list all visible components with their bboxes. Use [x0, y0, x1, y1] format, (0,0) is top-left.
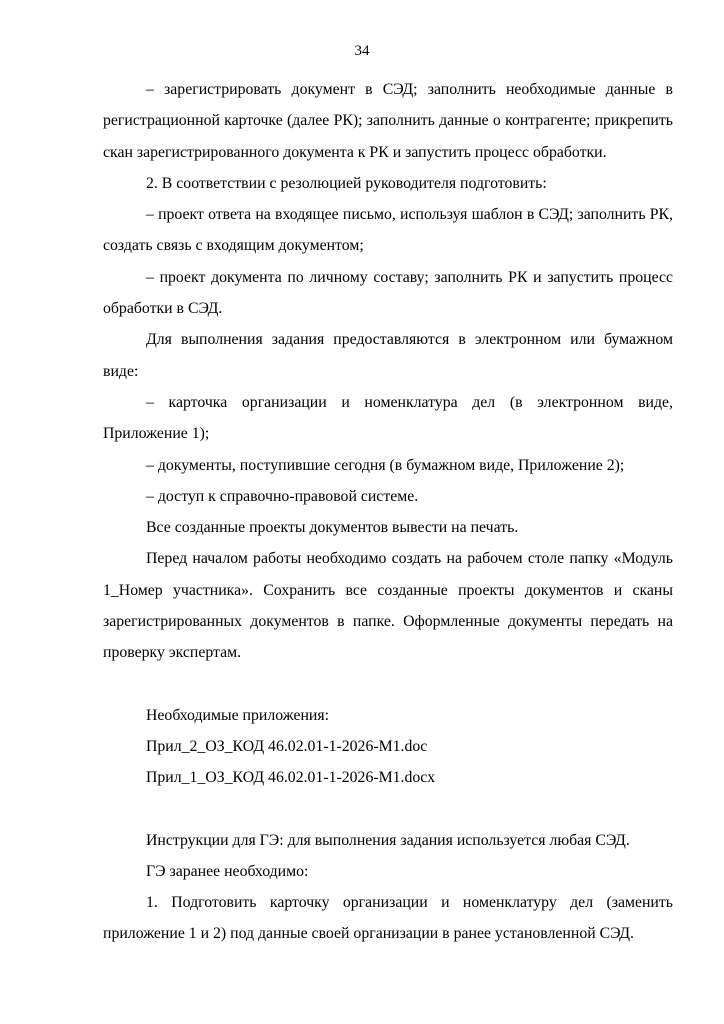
paragraph-materials-intro: Для выполнения задания предоставляются в электронном или бумажном виде: [103, 331, 673, 380]
spacer [103, 794, 673, 825]
attachment-file: Прил_2_ОЗ_КОД 46.02.01-1-2026-М1.doc [146, 737, 428, 755]
document-body [103, 74, 673, 950]
attachment-file: Прил_1_ОЗ_КОД 46.02.01-1-2026-М1.docx [146, 769, 436, 787]
instructions-line: ГЭ заранее необходимо: [146, 862, 309, 880]
page-number: 34 [354, 43, 370, 59]
paragraph-incoming-docs: – документы, поступившие сегодня (в бумажном виде, Приложение 2); [146, 456, 625, 474]
attachments-heading: Необходимые приложения: [146, 706, 330, 724]
paragraph-step-2: 2. В соответствии с резолюцией руководителя подготовить: [146, 174, 547, 192]
paragraph-legal-system: – доступ к справочно-правовой системе. [146, 487, 419, 505]
paragraph-print: Все созданные проекты документов вывести на печать. [146, 519, 519, 537]
spacer [103, 669, 673, 700]
instructions-line: Инструкции для ГЭ: для выполнения задания используется любая СЭД. [146, 831, 630, 849]
paragraph-register-document: – зарегистрировать документ в СЭД; заполнить необходимые данные в регистрационной карточке (далее РК); заполнить данные о контрагенте; прикрепить скан зарегистрированного документа к РК и запустить процесс обработки. [103, 81, 673, 161]
paragraph-reply-draft: – проект ответа на входящее письмо, используя шаблон в СЭД; заполнить РК, создать связь с входящим документом; [103, 206, 673, 255]
paragraph-org-card: – карточка организации и номенклатура дел (в электронном виде, Приложение 1); [103, 393, 673, 443]
instructions-item: 1. Подготовить карточку организации и номенклатуру дел (заменить приложение 1 и 2) под данные своей организации в ранее установленной СЭД. [103, 894, 673, 943]
paragraph-personnel-draft: – проект документа по личному составу; заполнить РК и запустить процесс обработки в СЭД. [103, 268, 673, 318]
paragraph-folder: Перед началом работы необходимо создать на рабочем столе папку «Модуль 1_Номер участника». Сохранить все созданные проекты документов и сканы зарегистрированных документов в папке. Оформленные документы передать на проверку экспертам. [103, 550, 673, 662]
